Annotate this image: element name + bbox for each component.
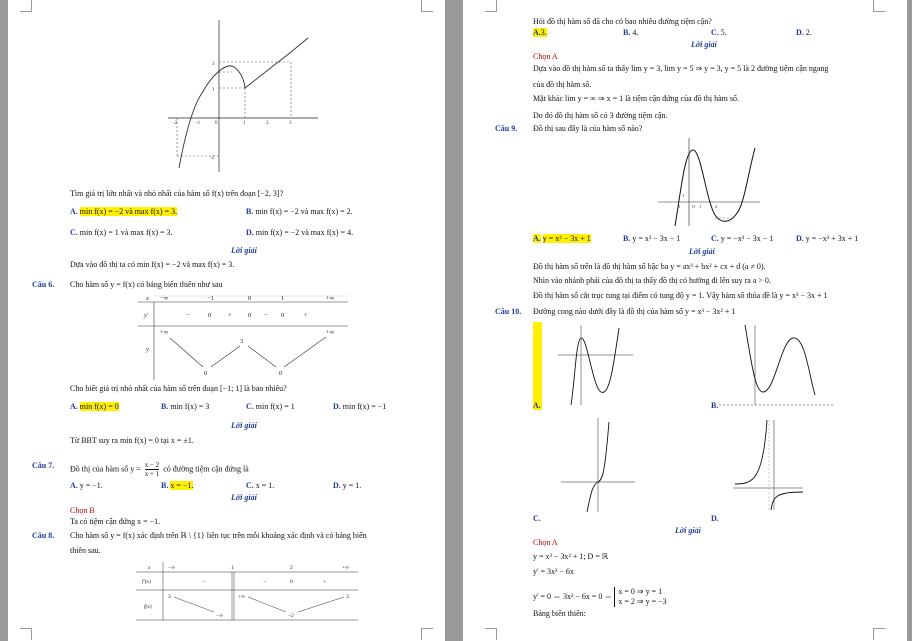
q8-x-label: x (148, 565, 151, 571)
q8-d-label: f'(x) (142, 579, 151, 585)
q10-graph-d (733, 420, 803, 510)
q10-graph-a (558, 325, 633, 405)
q6-option-a-label: A. (70, 402, 78, 411)
q9-solution-title: Lời giải (689, 247, 715, 256)
svg-text:2: 2 (715, 204, 718, 209)
q6-option-b-label: B. (161, 402, 169, 411)
left-page (8, 0, 445, 641)
svg-text:1: 1 (212, 88, 215, 93)
q5-question: Tìm giá trị lớn nhất và nhỏ nhất của hàm số f(x) trên đoạn [−2, 3]? (70, 189, 284, 198)
q10-label-d[interactable]: D. (711, 514, 719, 523)
q8-option-c-text: 5. (720, 28, 727, 37)
q8-option-a-text: 3. (540, 28, 547, 37)
q5-option-b-text: min f(x) = −2 và max f(x) = 2. (255, 207, 353, 216)
q8-d-val: + (323, 579, 327, 585)
q6-option-c-text: min f(x) = 1 (255, 402, 295, 411)
q8-number: Câu 8. (32, 531, 55, 540)
q6-y-val: 0 (204, 370, 208, 377)
q6-number: Câu 6. (32, 280, 55, 289)
svg-text:2: 2 (266, 121, 269, 126)
q5-solution-title: Lời giải (231, 246, 257, 255)
q10-number: Câu 10. (495, 307, 522, 316)
q8-option-c-label: C. (711, 28, 719, 37)
q8-question-2: thiên sau. (70, 546, 101, 555)
q6-y-val: 0 (279, 370, 283, 377)
q7-option-c-text: x = 1. (255, 481, 275, 490)
q6-x-val: −∞ (160, 295, 169, 302)
q6-y-val: +∞ (160, 329, 169, 336)
q6-d-val: 0 (208, 312, 212, 319)
q8-option-a-label: A. (533, 28, 541, 37)
svg-text:O: O (692, 204, 696, 209)
q6-y-label: y (146, 346, 149, 353)
q6-x-val: −1 (207, 295, 214, 302)
q6-option-c-label: C. (246, 402, 254, 411)
svg-text:0: 0 (215, 121, 218, 126)
q9-number: Câu 9. (495, 124, 518, 133)
q9-option-d-label: D. (796, 234, 804, 243)
svg-text:3: 3 (289, 121, 292, 126)
q10-solution-3 (533, 587, 667, 607)
q8-solution-title: Lời giải (691, 40, 717, 49)
q7-number: Câu 7. (32, 461, 55, 470)
q6-option-d-label: D. (333, 402, 341, 411)
q10-case-2: x = 2 ⇒ y = −3 (618, 597, 667, 606)
q7-option-c-label: C. (246, 481, 254, 490)
q5-option-c-text: min f(x) = 1 và max f(x) = 3. (79, 228, 173, 237)
q7-option-d-label: D. (333, 481, 341, 490)
q7-option-a-text: y = −1. (79, 481, 103, 490)
q5-option-c-label: C. (70, 228, 78, 237)
q8-cont-question: Hỏi đồ thị hàm số đã cho có bao nhiêu đường tiệm cận? (533, 17, 712, 26)
q10-cases (614, 587, 666, 607)
q10-label-c[interactable]: C. (533, 514, 541, 523)
q8-solution-1: Dựa vào đồ thị hàm số ta thấy lim y = 3, lim y = 5 ⇒ y = 3, y = 5 là 2 đường tiệm cận ngang (533, 64, 829, 73)
q6-y-val: +∞ (326, 329, 335, 336)
q8-y-val: 3 (168, 594, 171, 600)
q8-d-val: − (203, 579, 207, 585)
q10-solution-2: y' = 3x² − 6x (533, 567, 574, 576)
q7-frac-den: x + 1 (144, 470, 160, 478)
q10-label-a[interactable]: A. (533, 401, 541, 410)
q10-graphs (463, 0, 907, 641)
q10-graph-c (561, 418, 635, 512)
q8-x-val: +∞ (342, 565, 350, 571)
svg-text:-1: -1 (677, 204, 681, 209)
q8-solution-4: Do đó đồ thị hàm số có 3 đường tiệm cận. (533, 111, 668, 120)
q10-question: Đường cong nào dưới đây là đồ thị của hàm số y = x³ − 3x² + 1 (533, 307, 736, 316)
q9-option-c-label: C. (711, 234, 719, 243)
q9-solution-1: Đồ thị hàm số trên là đồ thị hàm số bậc ba y = ax³ + bx² + cx + d (a ≠ 0). (533, 262, 766, 271)
right-page (463, 0, 907, 641)
q8-d-val: 0 (290, 579, 293, 585)
q8-option-d-text: 2. (805, 28, 812, 37)
q6-d-label: y' (144, 312, 149, 319)
q8-solution-3: Mặt khác lim y = ∞ ⇒ x = 1 là tiệm cận đứng của đồ thị hàm số. (533, 94, 739, 103)
q8-x-val: −∞ (168, 565, 176, 571)
q5-solution: Dựa vào đồ thị ta có min f(x) = −2 và max f(x) = 3. (70, 260, 235, 269)
q6-x-val: 1 (281, 295, 285, 302)
q7-solution: Ta có tiệm cận đứng x = −1. (70, 517, 161, 526)
q7-question-post: có đường tiệm cận đứng là (163, 464, 249, 474)
q6-prompt: Cho biết giá trị nhỏ nhất của hàm số trên đoạn [−1; 1] là bao nhiêu? (70, 384, 287, 393)
q8-answer: Chọn A (533, 52, 558, 61)
q6-d-val: 0 (281, 312, 285, 319)
q8-solution-2: của đồ thị hàm số. (533, 80, 592, 89)
q6-y-val: 3 (240, 338, 244, 345)
q8-x-val: 1 (231, 565, 234, 571)
q10-answer: Chọn A (533, 538, 558, 547)
q6-option-d-text: min f(x) = −1 (342, 402, 387, 411)
q6-option-b-text: min f(x) = 3 (170, 402, 210, 411)
q9-option-a-label: A. (533, 234, 541, 243)
q6-d-val: + (304, 312, 308, 319)
q7-frac-num: x − 2 (144, 461, 160, 469)
q9-option-b-text: y = x³ − 3x − 1 (632, 234, 681, 243)
q6-d-val: − (264, 312, 268, 319)
q10-solution-3-text: y' = 0 ⇔ 3x² − 6x = 0 ⇔ (533, 591, 613, 601)
q6-d-val: − (186, 312, 190, 319)
q8-d-val: − (263, 579, 267, 585)
q6-x-val: 0 (248, 295, 252, 302)
svg-text:-2: -2 (173, 121, 178, 126)
q8-x-val: 2 (290, 565, 293, 571)
q6-solution: Từ BBT suy ra min f(x) = 0 tại x = ±1. (70, 436, 194, 445)
q8-y-val: 3 (346, 594, 349, 600)
q10-solution-title: Lời giải (675, 526, 701, 535)
q6-x-label: x (146, 295, 149, 302)
q7-option-a-label: A. (70, 481, 78, 490)
q6-d-val: 0 (248, 312, 252, 319)
q5-option-d-text: min f(x) = −2 và max f(x) = 4. (255, 228, 354, 237)
svg-text:-1: -1 (196, 121, 201, 126)
q8-y-val: +∞ (238, 594, 246, 600)
q5-option-a-text: min f(x) = −2 và max f(x) = 3. (79, 207, 178, 216)
q6-d-val: + (228, 312, 232, 319)
svg-text:3: 3 (212, 62, 215, 67)
q8-variation-table (8, 0, 445, 641)
q8-option-b-text: 4. (632, 28, 639, 37)
q9-solution-2: Nhìn vào nhánh phải của đồ thị ta thấy đồ thị có hướng đi lên suy ra a > 0. (533, 276, 771, 285)
q10-graph-b (719, 325, 833, 405)
q5-option-d-label: D. (246, 228, 254, 237)
q7-option-d-text: y = 1. (342, 481, 362, 490)
q10-solution-1: y = x³ − 3x² + 1; D = ℝ (533, 552, 609, 561)
svg-text:-2: -2 (210, 156, 215, 161)
q8-y-label: f(x) (144, 604, 152, 610)
q10-solution-4: Bảng biến thiên: (533, 609, 586, 618)
q9-question: Đồ thị sau đây là của hàm số nào? (533, 124, 643, 133)
q8-option-d-label: D. (796, 28, 804, 37)
q9-option-a-text: y = x³ − 3x + 1 (542, 234, 591, 243)
q9-solution-3: Đồ thị hàm số cắt trục tung tại điểm có tung độ y = 1. Vậy hàm số thỏa đề là y = x³ − 3x + 1 (533, 291, 828, 300)
q6-solution-title: Lời giải (231, 421, 257, 430)
svg-text:1: 1 (699, 204, 702, 209)
q5-option-a-label: A. (70, 207, 78, 216)
svg-text:1: 1 (682, 193, 685, 198)
q7-option-b-label: B. (161, 481, 169, 490)
q7-question-pre: Đồ thị của hàm số y = (70, 464, 141, 474)
svg-text:1: 1 (243, 121, 246, 126)
q8-y-val: −2 (288, 613, 294, 619)
q7-option-b-text: x = −1. (170, 481, 194, 490)
q7-solution-title: Lời giải (231, 493, 257, 502)
q9-option-b-label: B. (623, 234, 631, 243)
q9-option-d-text: y = −x³ + 3x + 1 (805, 234, 859, 243)
q8-question: Cho hàm số y = f(x) xác định trên ℝ \ {1} liên tục trên mỗi khoảng xác định và có bảng biến (70, 531, 367, 540)
q6-question: Cho hàm số y = f(x) có bảng biến thiên như sau (70, 280, 223, 289)
q7-answer: Chọn B (70, 506, 95, 515)
q9-option-c-text: y = −x³ − 3x − 1 (720, 234, 774, 243)
q6-option-a-text: min f(x) = 0 (79, 402, 119, 411)
q8-y-val: −∞ (216, 613, 224, 619)
q10-label-b[interactable]: B. (711, 401, 719, 410)
q5-option-b-label: B. (246, 207, 254, 216)
q8-option-b-label: B. (623, 28, 631, 37)
q6-x-val: +∞ (326, 295, 335, 302)
q10-case-1: x = 0 ⇒ y = 1 (618, 587, 663, 596)
